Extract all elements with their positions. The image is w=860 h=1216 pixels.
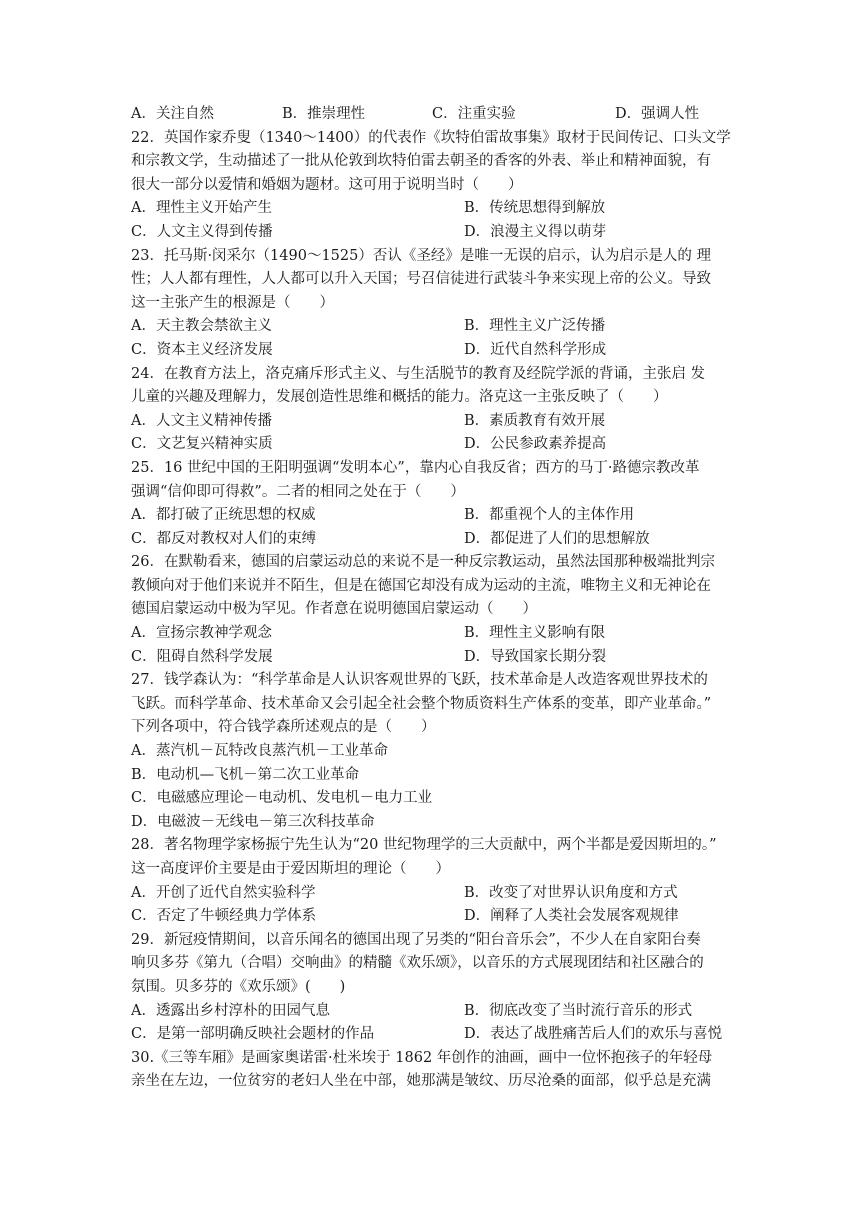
option: D．近代自然科学形成 — [464, 341, 607, 358]
option: A．透露出乡村淳朴的田园气息 — [131, 1002, 330, 1019]
question-block — [131, 363, 731, 457]
option: D．强调人性 — [615, 106, 700, 122]
question-block — [131, 929, 731, 1047]
option-row — [131, 882, 731, 906]
option: A．都打破了正统思想的权威 — [131, 507, 316, 524]
option: D．电磁波－无线电－第三次科技革命 — [131, 813, 375, 830]
option: B．彻底改变了当时流行音乐的形式 — [464, 1002, 693, 1019]
option: A．人文主义精神传播 — [131, 412, 272, 429]
option: B．传统思想得到解放 — [464, 200, 606, 217]
option: D．公民参政素养提高 — [464, 436, 607, 453]
option-row — [131, 905, 731, 929]
question-stem-line: 下列各项中，符合钱学森所述观点的是（ ） — [131, 719, 436, 736]
question-stem-line: 22．英国作家乔叟（1340～1400）的代表作《坎特伯雷故事集》取材于民间传记、口头文学 — [131, 129, 731, 146]
question-stem-line: 这一主张产生的根源是（ ） — [131, 294, 334, 311]
option-row — [131, 646, 731, 670]
question-block — [131, 834, 731, 928]
option-row — [131, 622, 731, 646]
question-stem-line: 24．在教育方法上，洛克痛斥形式主义、与生活脱节的教育及经院学派的背诵，主张启 发 — [131, 365, 706, 382]
question-stem-line: 这一高度评价主要是由于爱因斯坦的理论（ ） — [131, 861, 450, 877]
question-stem-line: 25．16 世纪中国的王阳明强调“发明本心”，靠内心自我反省；西方的马丁·路德宗教改革 — [131, 459, 700, 476]
option: C．文艺复兴精神实质 — [131, 436, 273, 453]
question-block — [131, 551, 731, 669]
option-row — [131, 1000, 731, 1024]
option: A．开创了近代自然实验科学 — [131, 884, 316, 901]
question-stem-line: 德国启蒙运动中极为罕见。作者意在说明德国启蒙运动（ ） — [131, 601, 537, 618]
option-row — [131, 197, 731, 221]
option: C．资本主义经济发展 — [131, 341, 273, 358]
option: D．表达了战胜痛苦后人们的欢乐与喜悦 — [464, 1026, 723, 1043]
question-stem-line: 性；人人都有理性，人人都可以升入天国；号召信徒进行武装斗争来实现上帝的公义。导致 — [131, 271, 711, 288]
question-list — [131, 103, 731, 1094]
option: A．关注自然 — [131, 106, 214, 122]
option: C．阻碍自然科学发展 — [131, 648, 273, 665]
question-block — [131, 1047, 731, 1094]
option: D．浪漫主义得以萌芽 — [464, 223, 607, 240]
question-stem-line: 23．托马斯·闵采尔（1490～1525）否认《圣经》是唯一无误的启示，认为启示是人的 理 — [131, 247, 711, 264]
option-row — [131, 504, 731, 528]
option: B．理性主义影响有限 — [464, 625, 606, 642]
question-stem-line: 飞跃。而科学革命、技术革命又会引起全社会整个物质资料生产体系的变革，即产业革命。” — [131, 695, 712, 712]
option: A．天主教会禁欲主义 — [131, 318, 272, 335]
option: C．人文主义得到传播 — [131, 223, 273, 240]
option: C．都反对教权对人们的束缚 — [131, 530, 317, 547]
question-stem-line: 29．新冠疫情期间，以音乐闻名的德国出现了另类的“阳台音乐会”，不少人在自家阳台奏 — [131, 931, 701, 948]
question-block — [131, 669, 731, 834]
option: B．都重视个人的主体作用 — [464, 507, 635, 524]
question-stem-line: 强调“信仰即可得救”。二者的相同之处在于（ ） — [131, 483, 465, 500]
question-block — [131, 127, 731, 245]
question-stem-line: 27．钱学森认为：“科学革命是人认识客观世界的飞跃，技术革命是人改造客观世界技术的 — [131, 672, 708, 689]
option-row — [131, 1023, 731, 1047]
question-stem-line: 和宗教文学，生动描述了一批从伦敦到坎特伯雷去朝圣的香客的外表、举止和精神面貌，有 — [131, 153, 711, 170]
option: B．理性主义广泛传播 — [464, 318, 606, 335]
option: B．推崇理性 — [282, 106, 366, 122]
option-row — [131, 410, 731, 434]
question-stem-line: 儿童的兴趣及理解力，发展创造性思维和概括的能力。洛克这一主张反映了（ ） — [131, 389, 668, 406]
option: C．否定了牛顿经典力学体系 — [131, 908, 317, 925]
option: D．导致国家长期分裂 — [464, 648, 607, 665]
option: C．电磁感应理论－电动机、发电机－电力工业 — [131, 790, 433, 807]
option-row — [131, 315, 731, 339]
question-stem-line: 教倾向对于他们来说并不陌生，但是在德国它却没有成为运动的主流，唯物主义和无神论在 — [131, 577, 711, 594]
option: D．都促进了人们的思想解放 — [464, 530, 650, 547]
option: B．素质教育有效开展 — [464, 412, 606, 429]
question-stem-line: 28．著名物理学家杨振宁先生认为“20 世纪物理学的三大贡献中，两个半都是爱因斯坦的。” — [131, 837, 717, 854]
option: A．宣扬宗教神学观念 — [131, 625, 272, 642]
option-row — [131, 221, 731, 245]
question-stem-line: 30.《三等车厢》是画家奥诺雷·杜米埃于 1862 年创作的油画，画中一位怀抱孩子的年轻母 — [131, 1049, 713, 1066]
option: B．电动机—飞机－第二次工业革命 — [131, 766, 360, 783]
option: A．理性主义开始产生 — [131, 200, 272, 217]
question-stem-line: 氛围。贝多芬的《欢乐颂》( ) — [131, 978, 346, 995]
question-stem-line: 响贝多芬《第九（合唱）交响曲》的精髓《欢乐颂》，以音乐的方式展现团结和社区融合的 — [131, 955, 704, 972]
question-stem-line: 很大一部分以爱情和婚姻为题材。这可用于说明当时（ ） — [131, 176, 523, 193]
option: C．注重实验 — [432, 106, 516, 122]
option: C．是第一部明确反映社会题材的作品 — [131, 1026, 375, 1043]
option: D．阐释了人类社会发展客观规律 — [464, 908, 679, 925]
option-row — [131, 339, 731, 363]
q21-options-row — [131, 103, 731, 127]
question-block — [131, 245, 731, 363]
option: A．蒸汽机－瓦特改良蒸汽机－工业革命 — [131, 743, 388, 760]
option: B．改变了对世界认识角度和方式 — [464, 884, 678, 901]
option-row — [131, 528, 731, 552]
option-row — [131, 433, 731, 457]
question-stem-line: 26．在默勒看来，德国的启蒙运动总的来说不是一种反宗教运动，虽然法国那种极端批判宗 — [131, 554, 715, 571]
question-stem-line: 亲坐在左边，一位贫穷的老妇人坐在中部，她那满是皱纹、历尽沧桑的面部，似乎总是充满 — [131, 1073, 711, 1090]
question-block — [131, 457, 731, 551]
